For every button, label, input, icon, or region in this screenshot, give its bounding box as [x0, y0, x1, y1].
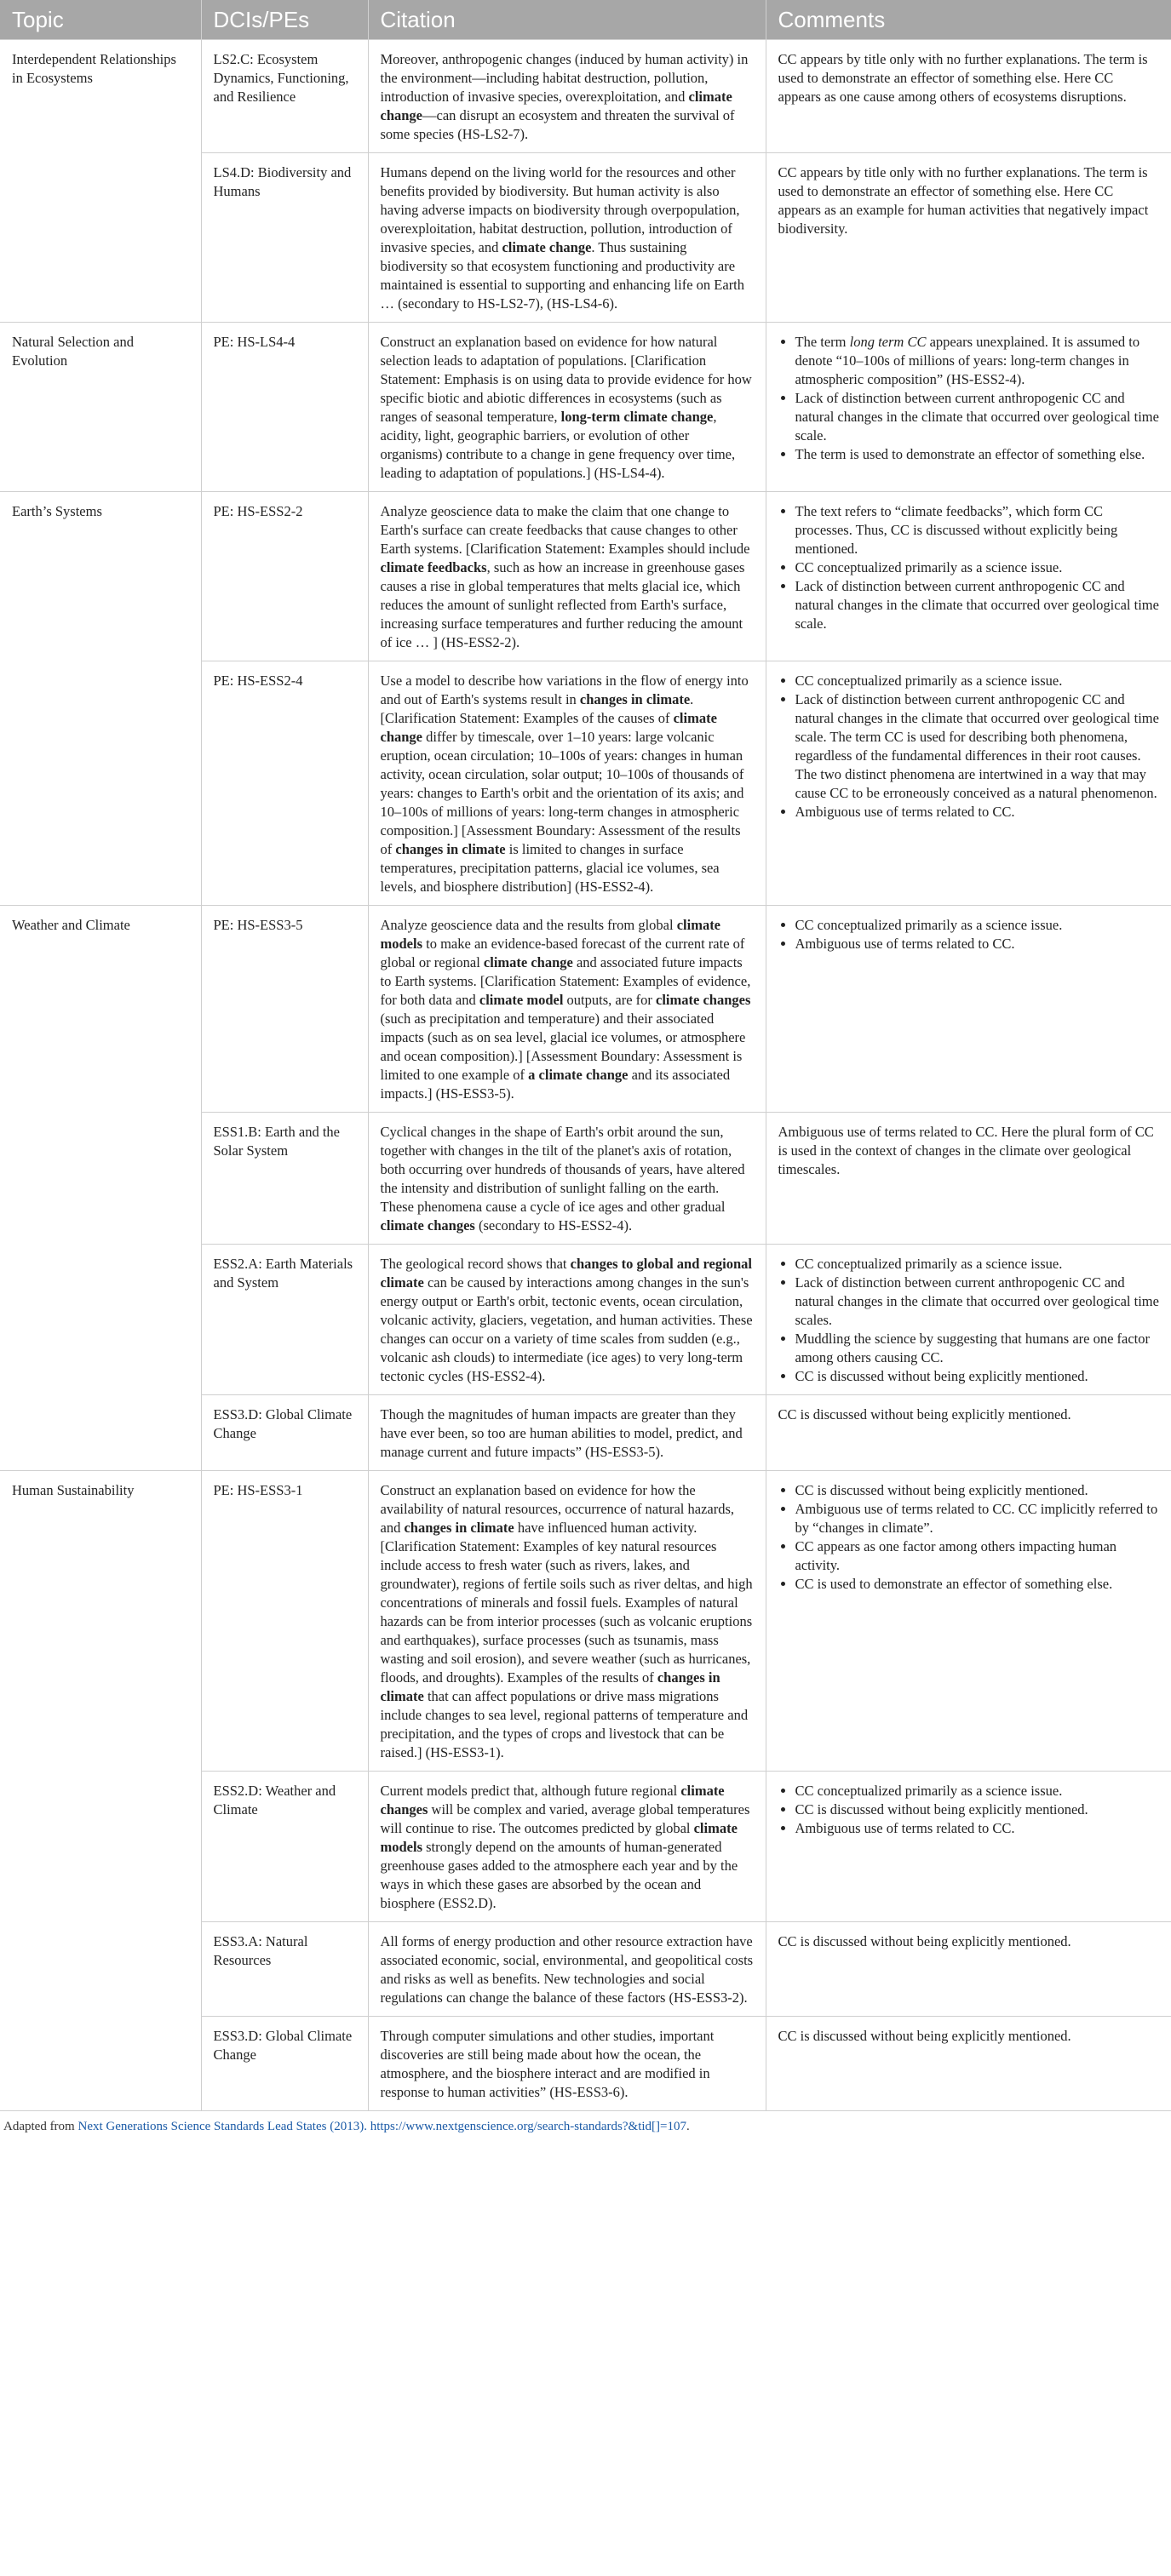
comment-item [795, 1481, 1160, 1500]
table-row [0, 1471, 1171, 1772]
comment-item [795, 558, 1160, 577]
emphasis-bold: climate change [380, 89, 732, 123]
text-segment: and associated future impacts to Earth systems. [Clarification Statement: Examples of evidence, for both data and [380, 954, 751, 1008]
cell-citation [368, 40, 766, 153]
comment-item [795, 389, 1160, 445]
text-segment: CC is used to demonstrate an effector of something else. [795, 1576, 1113, 1592]
cell-comments [766, 1922, 1171, 2017]
text-segment: All forms of energy production and other resource extraction have associated economic, social, environmental, and geopolitical costs and risks as well as benefits. New technologies and social regulations can change the balance of these factors (HS-ESS3-2). [380, 1933, 754, 2006]
text-segment: CC conceptualized primarily as a science issue. [795, 1256, 1063, 1272]
text-segment: appears unexplained. It is assumed to denote “10–100s of millions of years: long-term changes in atmospheric composition” (HS-ESS2-4). [795, 334, 1140, 387]
cell-dci: LS4.D: Biodiversity and Humans [201, 153, 368, 323]
comment-text [778, 50, 1160, 106]
text-segment: The geological record shows that [380, 1256, 571, 1272]
table-row [0, 1772, 1171, 1922]
text-segment: Moreover, anthropogenic changes (induced by human activity) in the environment—including habitat destruction, pollution, introduction of invasive species, overexploitation, and [380, 51, 749, 105]
text-segment: . [Clarification Statement: Examples of the causes of [380, 691, 694, 726]
comment-item [795, 1274, 1160, 1330]
text-segment: is limited to changes in surface temperatures, precipitation patterns, glacial ice volumes, sea levels, and biosphere distribution] (HS-ESS2-4). [380, 841, 720, 895]
text-segment: can be caused by interactions among changes in the sun's energy output or Earth's orbit, tectonic events, ocean circulation, volcanic activity, glaciers, vegetation, and human activities. These changes can occur on a variety of time scales from sudden (e.g., volcanic ash clouds) to intermediate (ice ages) to very long-term tectonic cycles (HS-ESS2-4). [380, 1274, 753, 1384]
cell-dci: ESS3.D: Global Climate Change [201, 1395, 368, 1471]
comment-item [795, 1367, 1160, 1386]
text-segment: , acidity, light, geographic barriers, or evolution of other organisms) contribute to a change in gene frequency over time, leading to adaptation of populations.] (HS-LS4-4). [380, 409, 736, 481]
comment-item [795, 1782, 1160, 1800]
cell-topic: Earth’s Systems [0, 492, 201, 661]
cell-citation [368, 1395, 766, 1471]
cell-topic [0, 153, 201, 323]
text-segment: Ambiguous use of terms related to CC. Here the plural form of CC is used in the context of changes in the climate over geological timescales. [778, 1124, 1154, 1177]
table-row [0, 1395, 1171, 1471]
text-segment: . Thus sustaining biodiversity so that ecosystem functioning and productivity are maintained is essential to supporting and enhancing life on Earth … (secondary to HS-LS2-7), (HS-LS4-6). [380, 239, 745, 312]
cell-comments [766, 40, 1171, 153]
cell-topic: Interdependent Relationships in Ecosystems [0, 40, 201, 153]
text-segment: Analyze geoscience data to make the claim that one change to Earth's surface can create feedbacks that cause changes to other Earth systems. [Clarification Statement: Examples should include [380, 503, 750, 557]
comment-item [795, 935, 1160, 953]
text-segment: differ by timescale, over 1–10 years: large volcanic eruption, ocean circulation; 10–100s of years: changes in human activity, ocean circulation, solar output; 10–100s of thousands of years: changes to Earth's orbit and the orientation of its axis; and 10–100s of millions of years: long-term changes in atmospheric composition.] [Assessment Boundary: Assessment of the results of [380, 729, 744, 857]
table-row [0, 492, 1171, 661]
emphasis-bold: climate change [502, 239, 592, 255]
emphasis-bold: long-term climate change [560, 409, 714, 425]
comments-list [778, 916, 1160, 953]
table-row [0, 2017, 1171, 2111]
cell-topic [0, 2017, 201, 2111]
emphasis-bold: climate model [479, 992, 564, 1008]
text-segment: strongly depend on the amounts of human-generated greenhouse gases added to the atmosphere each year and by the ways in which these gases are absorbed by the ocean and biosphere (ESS2.D). [380, 1839, 738, 1911]
text-segment: CC is discussed without being explicitly mentioned. [778, 1933, 1071, 1949]
cell-dci: PE: HS-ESS2-4 [201, 661, 368, 906]
text-segment: CC conceptualized primarily as a science issue. [795, 673, 1063, 689]
emphasis-bold: changes in climate [404, 1520, 514, 1536]
cell-dci: ESS3.D: Global Climate Change [201, 2017, 368, 2111]
emphasis-bold: climate change [380, 710, 717, 745]
cell-dci: ESS1.B: Earth and the Solar System [201, 1113, 368, 1245]
emphasis-bold: changes in climate [395, 841, 506, 857]
cell-dci: PE: HS-ESS3-1 [201, 1471, 368, 1772]
table-row [0, 323, 1171, 492]
comment-item [795, 502, 1160, 558]
cell-citation [368, 906, 766, 1113]
comment-item [795, 1255, 1160, 1274]
comments-list [778, 502, 1160, 633]
cell-comments [766, 661, 1171, 906]
comment-text [778, 1123, 1160, 1179]
cell-dci: PE: HS-LS4-4 [201, 323, 368, 492]
table-row [0, 1113, 1171, 1245]
text-segment: Humans depend on the living world for the resources and other benefits provided by biodiversity. But human activity is also having adverse impacts on biodiversity through overpopulation, overexploitation, habitat destruction, pollution, introduction of invasive species, and [380, 164, 740, 255]
cell-citation [368, 153, 766, 323]
table-body [0, 40, 1171, 2111]
cell-comments [766, 906, 1171, 1113]
comment-item [795, 1800, 1160, 1819]
comment-item [795, 672, 1160, 690]
emphasis-bold: climate feedbacks [380, 559, 487, 575]
emphasis-italic: long term CC [849, 334, 927, 350]
cell-dci: PE: HS-ESS3-5 [201, 906, 368, 1113]
comment-item [795, 1575, 1160, 1594]
emphasis-bold: climate change [483, 954, 573, 970]
cell-citation [368, 1922, 766, 2017]
text-segment: CC conceptualized primarily as a science issue. [795, 1783, 1063, 1799]
source-link[interactable]: Next Generations Science Standards Lead States (2013). https://www.nextgenscience.org/search-standards?&tid[]=107 [77, 2120, 686, 2133]
text-segment: Lack of distinction between current anthropogenic CC and natural changes in the climate that occurred over geological time scale. [795, 390, 1159, 444]
comment-item [795, 1500, 1160, 1537]
header-comments: Comments [766, 0, 1171, 40]
comment-item [795, 333, 1160, 389]
text-segment: Cyclical changes in the shape of Earth's orbit around the sun, together with changes in the tilt of the planet's axis of rotation, both occurring over hundreds of thousands of years, have altered the intensity and distribution of sunlight falling on the earth. These phenomena cause a cycle of ice ages and other gradual [380, 1124, 745, 1215]
text-segment: CC appears by title only with no further explanations. The term is used to demonstrate an effector of something else. Here CC appears as an example for human activities that negatively impact biodiversity. [778, 164, 1149, 237]
text-segment: CC is discussed without being explicitly mentioned. [795, 1801, 1088, 1818]
text-segment: CC is discussed without being explicitly mentioned. [795, 1482, 1088, 1498]
table-row [0, 1245, 1171, 1395]
text-segment: CC conceptualized primarily as a science issue. [795, 917, 1063, 933]
comments-list [778, 1255, 1160, 1386]
text-segment: The term is used to demonstrate an effector of something else. [795, 446, 1145, 462]
text-segment: (secondary to HS-ESS2-4). [474, 1217, 633, 1234]
cell-dci: ESS2.D: Weather and Climate [201, 1772, 368, 1922]
text-segment: outputs, are for [563, 992, 657, 1008]
cell-citation [368, 1113, 766, 1245]
text-segment: Ambiguous use of terms related to CC. [795, 936, 1015, 952]
cell-topic [0, 1772, 201, 1922]
cell-topic [0, 1245, 201, 1395]
text-segment: CC is discussed without being explicitly mentioned. [778, 1406, 1071, 1423]
emphasis-bold: climate changes [380, 1783, 725, 1818]
source-prefix: Adapted from [3, 2120, 78, 2133]
emphasis-bold: changes to global and regional climate [380, 1256, 752, 1291]
cell-citation [368, 1471, 766, 1772]
cell-comments [766, 1395, 1171, 1471]
text-segment: Lack of distinction between current anthropogenic CC and natural changes in the climate that occurred over geological time scale. The term CC is used for describing both phenomena, regardless of the fundamental differences in their root causes. The two distinct phenomena are intertwined in a way that may cause CC to be erroneously conceived as a natural phenomenon. [795, 691, 1159, 801]
comment-text [778, 1932, 1160, 1951]
text-segment: Muddling the science by suggesting that humans are one factor among others causing CC. [795, 1331, 1151, 1365]
table-row [0, 906, 1171, 1113]
text-segment: Lack of distinction between current anthropogenic CC and natural changes in the climate that occurred over geological time scale. [795, 578, 1159, 632]
comment-item [795, 1819, 1160, 1838]
text-segment: that can affect populations or drive mass migrations include changes to sea level, regional patterns of temperature and precipitation, and the types of crops and livestock that can be raised.] (HS-ESS3-1). [380, 1688, 749, 1760]
source-note [0, 2111, 1171, 2143]
emphasis-bold: a climate change [528, 1067, 629, 1083]
table-row [0, 153, 1171, 323]
comment-text [778, 163, 1160, 238]
header-topic: Topic [0, 0, 201, 40]
text-segment: Lack of distinction between current anthropogenic CC and natural changes in the climate that occurred over geological time scales. [795, 1274, 1159, 1328]
cell-comments [766, 1471, 1171, 1772]
table-row [0, 40, 1171, 153]
text-segment: (such as precipitation and temperature) and their associated impacts (such as on sea level, glacial ice volumes, or atmosphere and ocean composition).] [Assessment Boundary: Assessment is limited to one example of [380, 1010, 746, 1083]
cell-citation [368, 661, 766, 906]
comment-item [795, 803, 1160, 821]
table-header-row [0, 0, 1171, 40]
text-segment: Though the magnitudes of human impacts are greater than they have ever been, so too are human abilities to model, predict, and manage current and future impacts” (HS-ESS3-5). [380, 1406, 743, 1460]
text-segment: The term [795, 334, 850, 350]
text-segment: CC conceptualized primarily as a science issue. [795, 559, 1063, 575]
cell-topic [0, 1922, 201, 2017]
comment-item [795, 1537, 1160, 1575]
cell-topic: Natural Selection and Evolution [0, 323, 201, 492]
cell-citation [368, 492, 766, 661]
cell-dci: PE: HS-ESS2-2 [201, 492, 368, 661]
text-segment: have influenced human activity. [Clarification Statement: Examples of key natural resources include access to fresh water (such as rivers, lakes, and groundwater), regions of fertile soils such as river deltas, and high concentrations of minerals and fossil fuels. Examples of natural hazards can be from interior processes (such as volcanic eruptions and earthquakes), surface processes (such as tsunamis, mass wasting and soil erosion), and severe weather (such as hurricanes, floods, and droughts). Examples of the results of [380, 1520, 753, 1686]
table-row [0, 1922, 1171, 2017]
emphasis-bold: climate models [380, 917, 721, 952]
text-segment: CC is discussed without being explicitly mentioned. [778, 2028, 1071, 2044]
emphasis-bold: climate models [380, 1820, 738, 1855]
cell-comments [766, 1772, 1171, 1922]
comment-item [795, 577, 1160, 633]
text-segment: Construct an explanation based on evidence for how the availability of natural resources, occurrence of natural hazards, and [380, 1482, 735, 1536]
cell-topic [0, 1113, 201, 1245]
comment-text [778, 2027, 1160, 2046]
cell-comments [766, 323, 1171, 492]
comment-item [795, 1330, 1160, 1367]
text-segment: CC is discussed without being explicitly mentioned. [795, 1368, 1088, 1384]
cell-comments [766, 153, 1171, 323]
cell-comments [766, 1245, 1171, 1395]
text-segment: Ambiguous use of terms related to CC. CC implicitly referred to by “changes in climate”. [795, 1501, 1158, 1536]
emphasis-bold: climate changes [656, 992, 751, 1008]
emphasis-bold: climate changes [380, 1217, 475, 1234]
cell-topic: Weather and Climate [0, 906, 201, 1113]
cell-dci: ESS2.A: Earth Materials and System [201, 1245, 368, 1395]
header-citation: Citation [368, 0, 766, 40]
comment-item [795, 445, 1160, 464]
cell-topic [0, 1395, 201, 1471]
cell-comments [766, 1113, 1171, 1245]
comment-item [795, 916, 1160, 935]
comment-text [778, 1405, 1160, 1424]
text-segment: CC appears by title only with no further explanations. The term is used to demonstrate an effector of something else. Here CC appears as one cause among others of ecosystems disruptions. [778, 51, 1148, 105]
emphasis-bold: changes in climate [579, 691, 691, 707]
cell-citation [368, 2017, 766, 2111]
text-segment: —can disrupt an ecosystem and threaten the survival of some species (HS-LS2-7). [380, 107, 735, 142]
text-segment: to make an evidence-based forecast of the current rate of global or regional [380, 936, 745, 970]
cell-citation [368, 1245, 766, 1395]
source-suffix: . [686, 2120, 690, 2133]
text-segment: and its associated impacts.] (HS-ESS3-5). [380, 1067, 731, 1102]
text-segment: Through computer simulations and other studies, important discoveries are still being made about how the ocean, the atmosphere, and the biosphere interact and are modified in response to human activities” (HS-ESS3-6). [380, 2028, 715, 2100]
cell-topic: Human Sustainability [0, 1471, 201, 1772]
cell-dci: ESS3.A: Natural Resources [201, 1922, 368, 2017]
comment-item [795, 690, 1160, 803]
text-segment: will be complex and varied, average global temperatures will continue to rise. The outcomes predicted by global [380, 1801, 750, 1836]
text-segment: CC appears as one factor among others impacting human activity. [795, 1538, 1117, 1573]
header-dcis-pes: DCIs/PEs [201, 0, 368, 40]
cell-comments [766, 492, 1171, 661]
text-segment: Analyze geoscience data and the results from global [380, 917, 677, 933]
cell-citation [368, 323, 766, 492]
text-segment: The text refers to “climate feedbacks”, which form CC processes. Thus, CC is discussed without explicitly being mentioned. [795, 503, 1118, 557]
cell-topic [0, 661, 201, 906]
comments-list [778, 333, 1160, 464]
comments-list [778, 672, 1160, 821]
emphasis-bold: changes in climate [380, 1669, 720, 1704]
text-segment: Current models predict that, although future regional [380, 1783, 681, 1799]
text-segment: Ambiguous use of terms related to CC. [795, 1820, 1015, 1836]
table-row [0, 661, 1171, 906]
cell-citation [368, 1772, 766, 1922]
cell-dci: LS2.C: Ecosystem Dynamics, Functioning, and Resilience [201, 40, 368, 153]
text-segment: Construct an explanation based on evidence for how natural selection leads to adaptation of populations. [Clarification Statement: Emphasis is on using data to provide evidence for how specific biotic and abiotic differences in ecosystems (such as ranges of seasonal temperature, [380, 334, 752, 425]
comments-list [778, 1782, 1160, 1838]
comments-list [778, 1481, 1160, 1594]
text-segment: Use a model to describe how variations in the flow of energy into and out of Earth's systems result in [380, 673, 749, 707]
cell-comments [766, 2017, 1171, 2111]
text-segment: , such as how an increase in greenhouse gases causes a rise in global temperatures that melts glacial ice, which reduces the amount of sunlight reflected from Earth's surface, increasing surface temperatures and further reducing the amount of ice … ] (HS-ESS2-2). [380, 559, 745, 650]
text-segment: Ambiguous use of terms related to CC. [795, 804, 1015, 820]
